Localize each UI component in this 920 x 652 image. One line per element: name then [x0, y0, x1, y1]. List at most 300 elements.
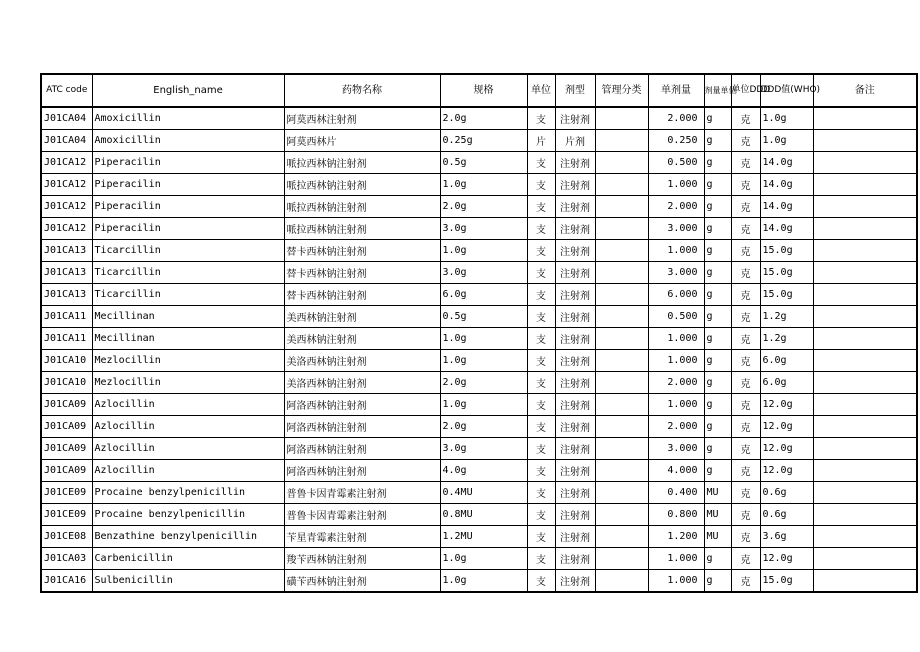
form-cell: 注射剂 — [555, 548, 595, 570]
ddd-unit-cell: 克 — [731, 152, 760, 174]
header-atc-code: ATC code — [41, 74, 92, 107]
form-cell: 注射剂 — [555, 416, 595, 438]
form-cell: 注射剂 — [555, 526, 595, 548]
dose-cell: 1.000 — [648, 570, 704, 593]
english-name-cell: Piperacilin — [92, 152, 284, 174]
spec-cell: 1.0g — [440, 394, 527, 416]
spec-cell: 0.25g — [440, 130, 527, 152]
spec-cell: 1.0g — [440, 570, 527, 593]
dose-cell: 0.500 — [648, 152, 704, 174]
ddd-unit-cell: 克 — [731, 526, 760, 548]
table-row — [41, 526, 917, 548]
english-name-cell: Ticarcillin — [92, 240, 284, 262]
english-name-cell: Azlocillin — [92, 394, 284, 416]
dose-cell: 6.000 — [648, 284, 704, 306]
atc-code-cell: J01CA10 — [41, 350, 92, 372]
dose-unit-cell: g — [704, 196, 731, 218]
unit-cell: 支 — [527, 350, 555, 372]
dose-cell: 3.000 — [648, 262, 704, 284]
english-name-cell: Amoxicillin — [92, 130, 284, 152]
table-row — [41, 174, 917, 196]
ddd-value-cell: 0.6g — [760, 504, 813, 526]
ddd-value-cell: 12.0g — [760, 416, 813, 438]
ddd-value-cell: 1.2g — [760, 328, 813, 350]
unit-cell: 支 — [527, 174, 555, 196]
mgmt-cell — [595, 306, 648, 328]
ddd-unit-cell: 克 — [731, 174, 760, 196]
ddd-unit-cell: 克 — [731, 130, 760, 152]
table-row — [41, 482, 917, 504]
english-name-cell: Ticarcillin — [92, 262, 284, 284]
ddd-value-cell: 1.2g — [760, 306, 813, 328]
atc-code-cell: J01CA13 — [41, 284, 92, 306]
ddd-value-cell: 1.0g — [760, 107, 813, 130]
mgmt-cell — [595, 174, 648, 196]
note-cell — [813, 107, 917, 130]
ddd-unit-cell: 克 — [731, 394, 760, 416]
table-row — [41, 196, 917, 218]
ddd-unit-cell: 克 — [731, 372, 760, 394]
unit-cell: 支 — [527, 152, 555, 174]
header-english-name: English_name — [92, 74, 284, 107]
dose-unit-cell: g — [704, 107, 731, 130]
ddd-value-cell: 12.0g — [760, 548, 813, 570]
mgmt-cell — [595, 130, 648, 152]
dose-cell: 1.000 — [648, 350, 704, 372]
table-row — [41, 394, 917, 416]
chinese-name-cell: 羧苄西林钠注射剂 — [284, 548, 440, 570]
spec-cell: 2.0g — [440, 107, 527, 130]
english-name-cell: Mezlocillin — [92, 372, 284, 394]
header-row — [41, 74, 917, 107]
note-cell — [813, 262, 917, 284]
form-cell: 注射剂 — [555, 174, 595, 196]
unit-cell: 支 — [527, 328, 555, 350]
dose-cell: 1.200 — [648, 526, 704, 548]
chinese-name-cell: 阿莫西林片 — [284, 130, 440, 152]
form-cell: 注射剂 — [555, 196, 595, 218]
dose-unit-cell: g — [704, 394, 731, 416]
mgmt-cell — [595, 394, 648, 416]
chinese-name-cell: 哌拉西林钠注射剂 — [284, 218, 440, 240]
header-mgmt: 管理分类 — [595, 74, 648, 107]
dose-cell: 3.000 — [648, 438, 704, 460]
note-cell — [813, 460, 917, 482]
note-cell — [813, 240, 917, 262]
spec-cell: 1.0g — [440, 328, 527, 350]
ddd-unit-cell: 克 — [731, 107, 760, 130]
ddd-value-cell: 0.6g — [760, 482, 813, 504]
spec-cell: 2.0g — [440, 416, 527, 438]
spec-cell: 4.0g — [440, 460, 527, 482]
note-cell — [813, 394, 917, 416]
note-cell — [813, 438, 917, 460]
dose-cell: 4.000 — [648, 460, 704, 482]
spec-cell: 2.0g — [440, 196, 527, 218]
mgmt-cell — [595, 570, 648, 593]
unit-cell: 支 — [527, 196, 555, 218]
ddd-unit-cell: 克 — [731, 504, 760, 526]
unit-cell: 片 — [527, 130, 555, 152]
dose-unit-cell: g — [704, 152, 731, 174]
table-row — [41, 438, 917, 460]
ddd-unit-cell: 克 — [731, 482, 760, 504]
ddd-unit-cell: 克 — [731, 218, 760, 240]
english-name-cell: Mezlocillin — [92, 350, 284, 372]
english-name-cell: Piperacilin — [92, 218, 284, 240]
spec-cell: 1.0g — [440, 548, 527, 570]
note-cell — [813, 372, 917, 394]
spec-cell: 0.4MU — [440, 482, 527, 504]
ddd-unit-cell: 克 — [731, 284, 760, 306]
chinese-name-cell: 美洛西林钠注射剂 — [284, 350, 440, 372]
ddd-value-cell: 12.0g — [760, 460, 813, 482]
english-name-cell: Azlocillin — [92, 460, 284, 482]
dose-unit-cell: MU — [704, 526, 731, 548]
chinese-name-cell: 普鲁卡因青霉素注射剂 — [284, 504, 440, 526]
note-cell — [813, 350, 917, 372]
dose-cell: 2.000 — [648, 372, 704, 394]
table-row — [41, 107, 917, 130]
unit-cell: 支 — [527, 240, 555, 262]
dose-cell: 1.000 — [648, 548, 704, 570]
note-cell — [813, 306, 917, 328]
header-ddd-unit: 单位DDD — [731, 74, 760, 107]
table-row — [41, 504, 917, 526]
mgmt-cell — [595, 328, 648, 350]
ddd-value-cell: 15.0g — [760, 240, 813, 262]
atc-code-cell: J01CA13 — [41, 240, 92, 262]
english-name-cell: Ticarcillin — [92, 284, 284, 306]
ddd-unit-cell: 克 — [731, 570, 760, 593]
dose-unit-cell: g — [704, 548, 731, 570]
ddd-value-cell: 15.0g — [760, 570, 813, 593]
table-row — [41, 152, 917, 174]
form-cell: 片剂 — [555, 130, 595, 152]
unit-cell: 支 — [527, 548, 555, 570]
unit-cell: 支 — [527, 372, 555, 394]
ddd-value-cell: 15.0g — [760, 262, 813, 284]
unit-cell: 支 — [527, 284, 555, 306]
form-cell: 注射剂 — [555, 284, 595, 306]
form-cell: 注射剂 — [555, 394, 595, 416]
english-name-cell: Mecillinan — [92, 306, 284, 328]
ddd-unit-cell: 克 — [731, 240, 760, 262]
header-dose-unit: 剂量单位 — [704, 74, 731, 107]
ddd-value-cell: 12.0g — [760, 394, 813, 416]
atc-code-cell: J01CE08 — [41, 526, 92, 548]
dose-cell: 0.400 — [648, 482, 704, 504]
dose-unit-cell: g — [704, 416, 731, 438]
dose-cell: 2.000 — [648, 416, 704, 438]
header-chinese-name: 药物名称 — [284, 74, 440, 107]
ddd-value-cell: 14.0g — [760, 196, 813, 218]
note-cell — [813, 416, 917, 438]
spec-cell: 6.0g — [440, 284, 527, 306]
chinese-name-cell: 苄星青霉素注射剂 — [284, 526, 440, 548]
note-cell — [813, 174, 917, 196]
unit-cell: 支 — [527, 438, 555, 460]
drug-ddd-table — [40, 73, 918, 593]
mgmt-cell — [595, 152, 648, 174]
form-cell: 注射剂 — [555, 570, 595, 593]
header-form: 剂型 — [555, 74, 595, 107]
chinese-name-cell: 替卡西林钠注射剂 — [284, 240, 440, 262]
table-row — [41, 548, 917, 570]
unit-cell: 支 — [527, 482, 555, 504]
form-cell: 注射剂 — [555, 152, 595, 174]
chinese-name-cell: 阿莫西林注射剂 — [284, 107, 440, 130]
ddd-value-cell: 6.0g — [760, 350, 813, 372]
note-cell — [813, 526, 917, 548]
dose-unit-cell: g — [704, 306, 731, 328]
spec-cell: 1.0g — [440, 350, 527, 372]
english-name-cell: Benzathine benzylpenicillin — [92, 526, 284, 548]
dose-cell: 1.000 — [648, 394, 704, 416]
spec-cell: 3.0g — [440, 438, 527, 460]
dose-unit-cell: g — [704, 284, 731, 306]
form-cell: 注射剂 — [555, 107, 595, 130]
form-cell: 注射剂 — [555, 438, 595, 460]
atc-code-cell: J01CA12 — [41, 174, 92, 196]
atc-code-cell: J01CA09 — [41, 460, 92, 482]
dose-unit-cell: g — [704, 570, 731, 593]
note-cell — [813, 284, 917, 306]
chinese-name-cell: 哌拉西林钠注射剂 — [284, 174, 440, 196]
form-cell: 注射剂 — [555, 504, 595, 526]
unit-cell: 支 — [527, 460, 555, 482]
unit-cell: 支 — [527, 570, 555, 593]
mgmt-cell — [595, 218, 648, 240]
note-cell — [813, 196, 917, 218]
mgmt-cell — [595, 240, 648, 262]
english-name-cell: Amoxicillin — [92, 107, 284, 130]
english-name-cell: Piperacilin — [92, 174, 284, 196]
note-cell — [813, 152, 917, 174]
dose-cell: 2.000 — [648, 196, 704, 218]
form-cell: 注射剂 — [555, 262, 595, 284]
note-cell — [813, 328, 917, 350]
ddd-value-cell: 12.0g — [760, 438, 813, 460]
spec-cell: 2.0g — [440, 372, 527, 394]
form-cell: 注射剂 — [555, 328, 595, 350]
spec-cell: 1.0g — [440, 240, 527, 262]
atc-code-cell: J01CA12 — [41, 196, 92, 218]
atc-code-cell: J01CA11 — [41, 328, 92, 350]
english-name-cell: Procaine benzylpenicillin — [92, 482, 284, 504]
chinese-name-cell: 美西林钠注射剂 — [284, 328, 440, 350]
header-unit: 单位 — [527, 74, 555, 107]
dose-cell: 0.250 — [648, 130, 704, 152]
ddd-unit-cell: 克 — [731, 416, 760, 438]
english-name-cell: Carbenicillin — [92, 548, 284, 570]
header-note: 备注 — [813, 74, 917, 107]
dose-cell: 0.800 — [648, 504, 704, 526]
ddd-unit-cell: 克 — [731, 350, 760, 372]
chinese-name-cell: 替卡西林钠注射剂 — [284, 262, 440, 284]
mgmt-cell — [595, 548, 648, 570]
ddd-unit-cell: 克 — [731, 196, 760, 218]
spec-cell: 1.0g — [440, 174, 527, 196]
english-name-cell: Piperacilin — [92, 196, 284, 218]
header-ddd-who: DDD值(WHO) — [760, 74, 813, 107]
atc-code-cell: J01CA10 — [41, 372, 92, 394]
mgmt-cell — [595, 526, 648, 548]
form-cell: 注射剂 — [555, 240, 595, 262]
mgmt-cell — [595, 107, 648, 130]
form-cell: 注射剂 — [555, 350, 595, 372]
dose-unit-cell: g — [704, 240, 731, 262]
atc-code-cell: J01CE09 — [41, 504, 92, 526]
english-name-cell: Mecillinan — [92, 328, 284, 350]
dose-unit-cell: g — [704, 328, 731, 350]
table-row — [41, 570, 917, 593]
table-row — [41, 460, 917, 482]
dose-cell: 3.000 — [648, 218, 704, 240]
table-row — [41, 328, 917, 350]
spec-cell: 0.5g — [440, 306, 527, 328]
dose-unit-cell: g — [704, 350, 731, 372]
dose-unit-cell: g — [704, 262, 731, 284]
unit-cell: 支 — [527, 218, 555, 240]
mgmt-cell — [595, 284, 648, 306]
dose-unit-cell: g — [704, 218, 731, 240]
atc-code-cell: J01CA16 — [41, 570, 92, 593]
ddd-value-cell: 6.0g — [760, 372, 813, 394]
ddd-unit-cell: 克 — [731, 306, 760, 328]
dose-unit-cell: g — [704, 130, 731, 152]
atc-code-cell: J01CA11 — [41, 306, 92, 328]
ddd-unit-cell: 克 — [731, 328, 760, 350]
chinese-name-cell: 哌拉西林钠注射剂 — [284, 152, 440, 174]
unit-cell: 支 — [527, 416, 555, 438]
form-cell: 注射剂 — [555, 482, 595, 504]
unit-cell: 支 — [527, 262, 555, 284]
table-row — [41, 284, 917, 306]
ddd-unit-cell: 克 — [731, 548, 760, 570]
note-cell — [813, 570, 917, 593]
chinese-name-cell: 哌拉西林钠注射剂 — [284, 196, 440, 218]
spec-cell: 1.2MU — [440, 526, 527, 548]
table-row — [41, 240, 917, 262]
ddd-unit-cell: 克 — [731, 460, 760, 482]
atc-code-cell: J01CA12 — [41, 152, 92, 174]
dose-cell: 1.000 — [648, 174, 704, 196]
note-cell — [813, 482, 917, 504]
unit-cell: 支 — [527, 306, 555, 328]
atc-code-cell: J01CA09 — [41, 416, 92, 438]
english-name-cell: Sulbenicillin — [92, 570, 284, 593]
mgmt-cell — [595, 262, 648, 284]
english-name-cell: Azlocillin — [92, 438, 284, 460]
atc-code-cell: J01CE09 — [41, 482, 92, 504]
unit-cell: 支 — [527, 504, 555, 526]
dose-cell: 0.500 — [648, 306, 704, 328]
atc-code-cell: J01CA04 — [41, 107, 92, 130]
note-cell — [813, 218, 917, 240]
dose-cell: 1.000 — [648, 328, 704, 350]
atc-code-cell: J01CA09 — [41, 438, 92, 460]
mgmt-cell — [595, 416, 648, 438]
chinese-name-cell: 阿洛西林钠注射剂 — [284, 416, 440, 438]
ddd-value-cell: 1.0g — [760, 130, 813, 152]
mgmt-cell — [595, 460, 648, 482]
dose-unit-cell: g — [704, 372, 731, 394]
ddd-value-cell: 14.0g — [760, 152, 813, 174]
mgmt-cell — [595, 482, 648, 504]
chinese-name-cell: 阿洛西林钠注射剂 — [284, 460, 440, 482]
dose-cell: 2.000 — [648, 107, 704, 130]
mgmt-cell — [595, 504, 648, 526]
atc-code-cell: J01CA04 — [41, 130, 92, 152]
form-cell: 注射剂 — [555, 372, 595, 394]
table-row — [41, 372, 917, 394]
note-cell — [813, 504, 917, 526]
chinese-name-cell: 磺苄西林钠注射剂 — [284, 570, 440, 593]
atc-code-cell: J01CA09 — [41, 394, 92, 416]
mgmt-cell — [595, 372, 648, 394]
dose-unit-cell: MU — [704, 504, 731, 526]
atc-code-cell: J01CA12 — [41, 218, 92, 240]
chinese-name-cell: 美洛西林钠注射剂 — [284, 372, 440, 394]
table-row — [41, 306, 917, 328]
spec-cell: 0.5g — [440, 152, 527, 174]
english-name-cell: Azlocillin — [92, 416, 284, 438]
mgmt-cell — [595, 350, 648, 372]
english-name-cell: Procaine benzylpenicillin — [92, 504, 284, 526]
ddd-value-cell: 15.0g — [760, 284, 813, 306]
dose-cell: 1.000 — [648, 240, 704, 262]
table-row — [41, 416, 917, 438]
form-cell: 注射剂 — [555, 218, 595, 240]
unit-cell: 支 — [527, 526, 555, 548]
ddd-value-cell: 3.6g — [760, 526, 813, 548]
mgmt-cell — [595, 438, 648, 460]
spec-cell: 0.8MU — [440, 504, 527, 526]
dose-unit-cell: g — [704, 174, 731, 196]
ddd-value-cell: 14.0g — [760, 174, 813, 196]
dose-unit-cell: g — [704, 438, 731, 460]
ddd-unit-cell: 克 — [731, 438, 760, 460]
table-row — [41, 350, 917, 372]
header-spec: 规格 — [440, 74, 527, 107]
note-cell — [813, 548, 917, 570]
ddd-unit-cell: 克 — [731, 262, 760, 284]
chinese-name-cell: 普鲁卡因青霉素注射剂 — [284, 482, 440, 504]
dose-unit-cell: g — [704, 460, 731, 482]
table-row — [41, 130, 917, 152]
ddd-value-cell: 14.0g — [760, 218, 813, 240]
atc-code-cell: J01CA03 — [41, 548, 92, 570]
note-cell — [813, 130, 917, 152]
mgmt-cell — [595, 196, 648, 218]
unit-cell: 支 — [527, 107, 555, 130]
dose-unit-cell: MU — [704, 482, 731, 504]
spec-cell: 3.0g — [440, 218, 527, 240]
spec-cell: 3.0g — [440, 262, 527, 284]
chinese-name-cell: 替卡西林钠注射剂 — [284, 284, 440, 306]
table-row — [41, 262, 917, 284]
chinese-name-cell: 阿洛西林钠注射剂 — [284, 438, 440, 460]
form-cell: 注射剂 — [555, 460, 595, 482]
unit-cell: 支 — [527, 394, 555, 416]
chinese-name-cell: 阿洛西林钠注射剂 — [284, 394, 440, 416]
chinese-name-cell: 美西林钠注射剂 — [284, 306, 440, 328]
table-row — [41, 218, 917, 240]
header-dose: 单剂量 — [648, 74, 704, 107]
form-cell: 注射剂 — [555, 306, 595, 328]
atc-code-cell: J01CA13 — [41, 262, 92, 284]
